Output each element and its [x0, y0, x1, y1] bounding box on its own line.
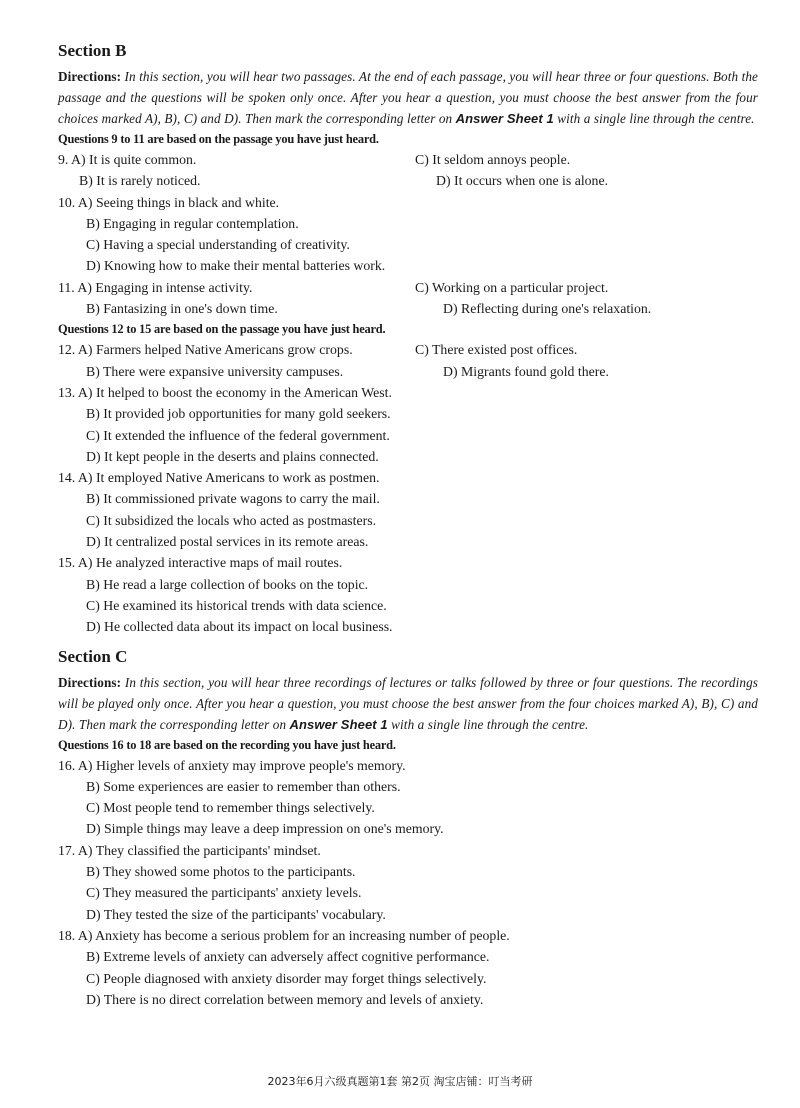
question-17 — [58, 840, 758, 925]
question-14 — [58, 467, 758, 552]
option-d: D) Knowing how to make their mental batteries work. — [86, 258, 386, 274]
option-c: C) Most people tend to remember things selectively. — [86, 800, 375, 816]
option-a: 17. A) They classified the participants' mindset. — [58, 842, 321, 858]
directions-text: In this section, you will hear two passages. At the end of each passage, you will hear three or four questions. Both the passage and the questions will be spoken only once. After you hear a question, you must choose the best answer from the four choices marked A), B), C) and D). Then mark the corresponding letter on — [58, 69, 758, 126]
question-13 — [58, 382, 758, 467]
option-b: B) Engaging in regular contemplation. — [86, 215, 299, 231]
option-a: 10. A) Seeing things in black and white. — [58, 194, 280, 210]
option-b: B) It is rarely noticed. — [79, 173, 201, 189]
option-a: 16. A) Higher levels of anxiety may improve people's memory. — [58, 757, 406, 773]
directions-label: Directions: — [58, 69, 122, 84]
option-b: B) There were expansive university campuses. — [86, 363, 344, 379]
question-group-heading: Questions 16 to 18 are based on the recording you have just heard. — [58, 737, 396, 752]
answer-sheet-label: Answer Sheet 1 — [289, 716, 388, 732]
option-c: C) It extended the influence of the federal government. — [86, 427, 390, 443]
option-a: 11. A) Engaging in intense activity. — [58, 279, 253, 295]
option-d: D) There is no direct correlation between memory and levels of anxiety. — [86, 991, 484, 1007]
section-b-title: Section B — [58, 41, 127, 60]
question-18 — [58, 925, 758, 1010]
option-c: C) People diagnosed with anxiety disorder may forget things selectively. — [86, 970, 487, 986]
question-12 — [58, 339, 758, 382]
question-group-heading: Questions 12 to 15 are based on the passage you have just heard. — [58, 322, 386, 337]
question-group-heading: Questions 9 to 11 are based on the passage you have just heard. — [58, 132, 379, 146]
option-a: 9. A) It is quite common. — [58, 152, 197, 167]
question-10 — [58, 192, 758, 277]
option-a: 13. A) It helped to boost the economy in the American West. — [58, 384, 392, 400]
option-a: 14. A) It employed Native Americans to work as postmen. — [58, 470, 380, 486]
directions-end: with a single line through the centre. — [553, 111, 755, 126]
option-a: 15. A) He analyzed interactive maps of mail routes. — [58, 555, 343, 571]
option-b: B) They showed some photos to the participants. — [86, 864, 356, 880]
option-d: D) It kept people in the deserts and plains connected. — [86, 448, 379, 464]
option-c: C) It subsidized the locals who acted as postmasters. — [86, 512, 377, 528]
question-15 — [58, 552, 758, 637]
question-9 — [58, 149, 758, 192]
option-c: C) They measured the participants' anxiety levels. — [86, 885, 362, 901]
option-d: D) He collected data about its impact on local business. — [86, 619, 393, 635]
option-c: C) It seldom annoys people. — [415, 152, 571, 167]
option-d: D) It centralized postal services in its remote areas. — [86, 534, 369, 550]
section-b-directions — [58, 66, 758, 129]
section-c-title: Section C — [58, 646, 128, 666]
option-c: C) Working on a particular project. — [415, 279, 609, 295]
option-d: D) Migrants found gold there. — [443, 363, 609, 379]
page-footer: 2023年6月六级真题第1套 第2页 淘宝店铺：叮当考研 — [267, 1075, 533, 1088]
option-d: D) It occurs when one is alone. — [436, 173, 609, 189]
directions-text: In this section, you will hear three recordings of lectures or talks followed by three or four questions. The recordings will be played only once. After you hear a question, you must choose the best answer from the four choices marked A), B), C) and D). Then mark the corresponding letter on — [58, 674, 758, 732]
option-b: B) Some experiences are easier to remember than others. — [86, 778, 401, 794]
option-d: D) Reflecting during one's relaxation. — [443, 301, 652, 317]
option-c: C) Having a special understanding of creativity. — [86, 237, 350, 253]
directions-label: Directions: — [58, 674, 122, 690]
option-b: B) Fantasizing in one's down time. — [86, 301, 278, 317]
option-d: D) Simple things may leave a deep impression on one's memory. — [86, 821, 444, 837]
option-b: B) He read a large collection of books on the topic. — [86, 576, 369, 592]
option-d: D) They tested the size of the participants' vocabulary. — [86, 906, 386, 922]
question-11 — [58, 277, 758, 320]
option-b: B) Extreme levels of anxiety can adversely affect cognitive performance. — [86, 949, 490, 965]
option-a: 12. A) Farmers helped Native Americans grow crops. — [58, 342, 353, 358]
option-a: 18. A) Anxiety has become a serious problem for an increasing number of people. — [58, 927, 510, 943]
directions-end: with a single line through the centre. — [387, 716, 589, 732]
page-content — [58, 40, 758, 1010]
section-c-directions — [58, 672, 758, 735]
option-c: C) There existed post offices. — [415, 342, 578, 358]
question-16 — [58, 755, 758, 840]
answer-sheet-label: Answer Sheet 1 — [455, 111, 554, 126]
option-b: B) It provided job opportunities for many gold seekers. — [86, 406, 391, 422]
option-c: C) He examined its historical trends with data science. — [86, 597, 387, 613]
option-b: B) It commissioned private wagons to carry the mail. — [86, 491, 380, 507]
